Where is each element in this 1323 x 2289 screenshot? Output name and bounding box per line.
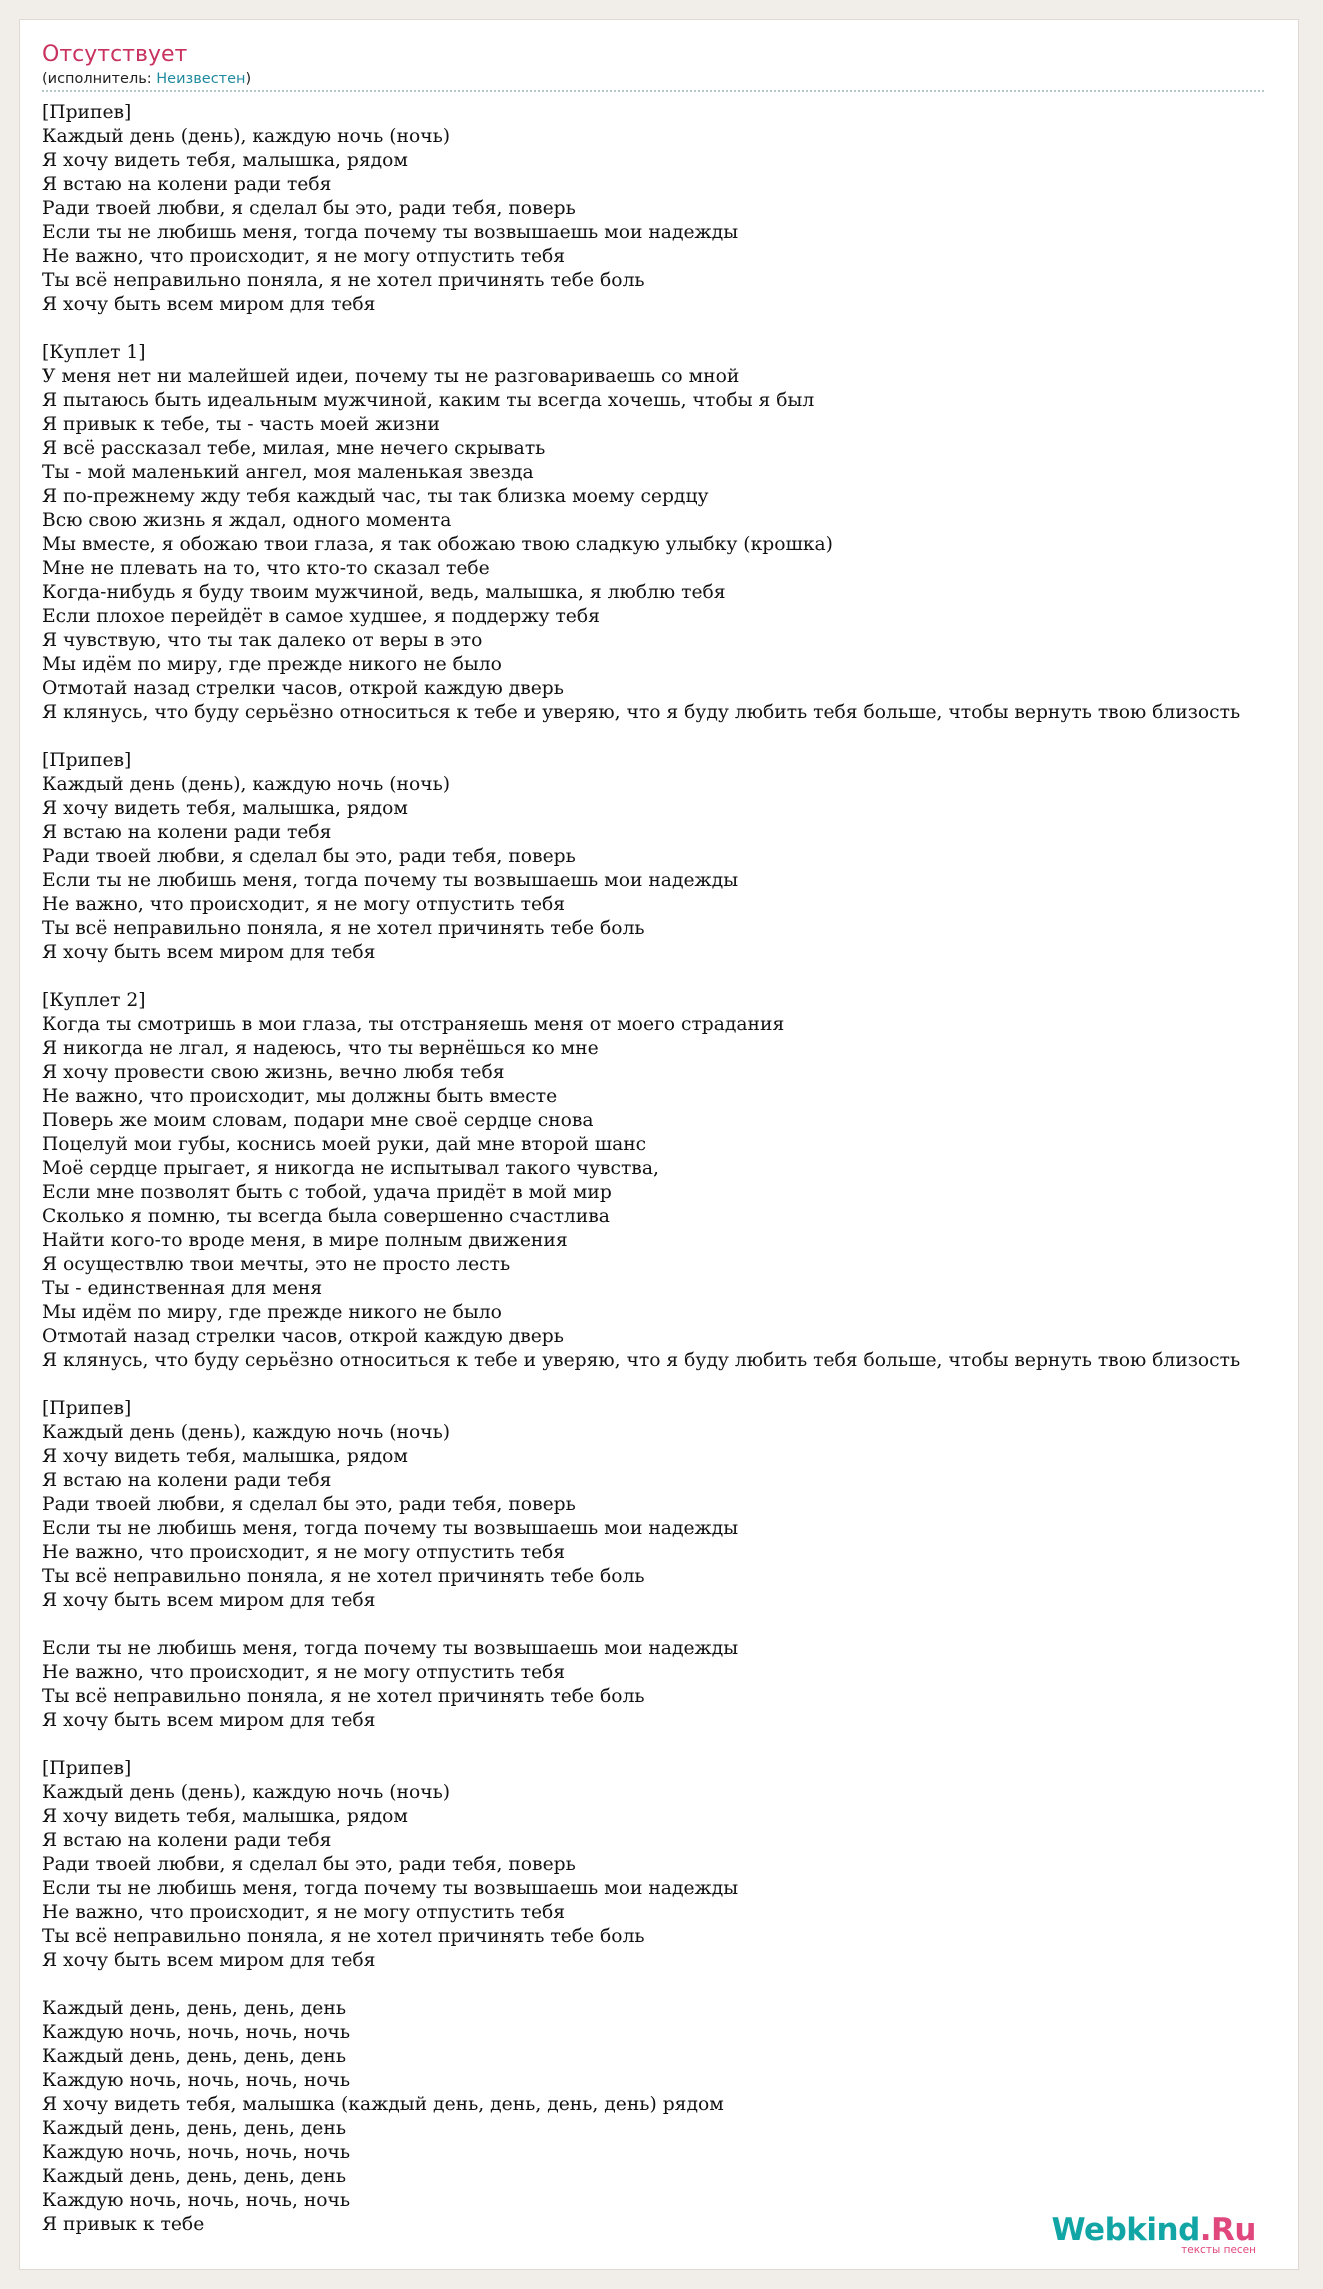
lyric-line: Каждый день (день), каждую ночь (ночь) <box>42 1422 451 1443</box>
lyric-line: Я встаю на колени ради тебя <box>42 822 332 843</box>
lyric-line: [Припев] <box>42 1398 132 1419</box>
lyric-line: Если ты не любишь меня, тогда почему ты возвышаешь мои надежды <box>42 1878 739 1899</box>
lyric-line: Ради твоей любви, я сделал бы это, ради тебя, поверь <box>42 846 576 867</box>
lyric-line: Я хочу быть всем миром для тебя <box>42 942 376 963</box>
lyric-line: Мы вместе, я обожаю твои глаза, я так обожаю твою сладкую улыбку (крошка) <box>42 534 833 555</box>
lyrics-page <box>19 19 1299 2270</box>
lyric-line: Мы идём по миру, где прежде никого не было <box>42 654 502 675</box>
lyric-line: Я хочу быть всем миром для тебя <box>42 1950 376 1971</box>
lyrics-text <box>42 101 1299 2237</box>
lyric-line: Каждую ночь, ночь, ночь, ночь <box>42 2022 351 2043</box>
stanza-break <box>42 317 1299 341</box>
lyric-line: Мне не плевать на то, что кто-то сказал тебе <box>42 558 490 579</box>
lyric-line: Ты всё неправильно поняла, я не хотел причинять тебе боль <box>42 270 645 291</box>
lyric-line: Я клянусь, что буду серьёзно относиться к тебе и уверяю, что я буду любить тебя больше, чтобы вернуть твою близость <box>42 702 1241 723</box>
lyric-line: Найти кого-то вроде меня, в мире полным движения <box>42 1230 568 1251</box>
lyric-line: Я клянусь, что буду серьёзно относиться к тебе и уверяю, что я буду любить тебя больше, чтобы вернуть твою близость <box>42 1350 1241 1371</box>
lyric-line: Я хочу видеть тебя, малышка (каждый день, день, день, день) рядом <box>42 2094 724 2115</box>
lyric-line: Не важно, что происходит, я не могу отпустить тебя <box>42 1902 566 1923</box>
lyric-line: Не важно, что происходит, я не могу отпустить тебя <box>42 1662 566 1683</box>
lyric-line: Не важно, что происходит, мы должны быть вместе <box>42 1086 558 1107</box>
lyric-line: Ты всё неправильно поняла, я не хотел причинять тебе боль <box>42 1926 645 1947</box>
stanza-break <box>42 1973 1299 1997</box>
lyric-line: Если ты не любишь меня, тогда почему ты возвышаешь мои надежды <box>42 1518 739 1539</box>
lyric-line: [Припев] <box>42 750 132 771</box>
stanza-break <box>42 965 1299 989</box>
lyric-line: Я встаю на колени ради тебя <box>42 174 332 195</box>
lyric-line: Поверь же моим словам, подари мне своё сердце снова <box>42 1110 594 1131</box>
lyric-line: Поцелуй мои губы, коснись моей руки, дай мне второй шанс <box>42 1134 647 1155</box>
lyric-line: Ты - единственная для меня <box>42 1278 323 1299</box>
lyric-line: Сколько я помню, ты всегда была совершенно счастлива <box>42 1206 610 1227</box>
lyric-line: Каждую ночь, ночь, ночь, ночь <box>42 2190 351 2211</box>
lyric-line: Я хочу видеть тебя, малышка, рядом <box>42 1446 408 1467</box>
logo-name: Webkind <box>1051 2212 1200 2248</box>
lyric-line: Не важно, что происходит, я не могу отпустить тебя <box>42 246 566 267</box>
lyric-line: Я привык к тебе <box>42 2214 205 2235</box>
site-logo[interactable] <box>1051 2212 1256 2256</box>
lyric-line: Каждый день (день), каждую ночь (ночь) <box>42 774 451 795</box>
lyric-line: Ради твоей любви, я сделал бы это, ради тебя, поверь <box>42 198 576 219</box>
lyric-line: [Припев] <box>42 102 132 123</box>
lyric-line: Я встаю на колени ради тебя <box>42 1830 332 1851</box>
lyric-line: Каждую ночь, ночь, ночь, ночь <box>42 2070 351 2091</box>
lyric-line: Я хочу видеть тебя, малышка, рядом <box>42 150 408 171</box>
stanza-break <box>42 725 1299 749</box>
lyric-line: Я никогда не лгал, я надеюсь, что ты вернёшься ко мне <box>42 1038 599 1059</box>
performer-link[interactable]: Неизвестен <box>156 71 246 87</box>
title-divider <box>42 90 1264 92</box>
lyric-line: Я хочу быть всем миром для тебя <box>42 1710 376 1731</box>
lyric-line: Ты - мой маленький ангел, моя маленькая звезда <box>42 462 534 483</box>
lyric-line: Если ты не любишь меня, тогда почему ты возвышаешь мои надежды <box>42 222 739 243</box>
stanza-break <box>42 1373 1299 1397</box>
lyric-line: Я всё рассказал тебе, милая, мне нечего скрывать <box>42 438 546 459</box>
lyric-line: Каждый день, день, день, день <box>42 2166 346 2187</box>
logo-tld: .Ru <box>1199 2212 1256 2248</box>
lyric-line: Если ты не любишь меня, тогда почему ты возвышаешь мои надежды <box>42 1638 739 1659</box>
lyric-line: Ради твоей любви, я сделал бы это, ради тебя, поверь <box>42 1854 576 1875</box>
lyric-line: Я осуществлю твои мечты, это не просто лесть <box>42 1254 511 1275</box>
lyric-line: Моё сердце прыгает, я никогда не испытывал такого чувства, <box>42 1158 659 1179</box>
lyric-line: Ты всё неправильно поняла, я не хотел причинять тебе боль <box>42 918 645 939</box>
lyric-line: Ты всё неправильно поняла, я не хотел причинять тебе боль <box>42 1686 645 1707</box>
lyric-line: Отмотай назад стрелки часов, открой каждую дверь <box>42 1326 564 1347</box>
lyric-line: Каждый день, день, день, день <box>42 1998 346 2019</box>
lyric-line: [Припев] <box>42 1758 132 1779</box>
logo-tagline: тексты песен <box>1181 2244 1256 2256</box>
lyric-line: Я по-прежнему жду тебя каждый час, ты так близка моему сердцу <box>42 486 709 507</box>
lyric-line: Я хочу быть всем миром для тебя <box>42 1590 376 1611</box>
lyric-line: Каждый день, день, день, день <box>42 2046 346 2067</box>
lyric-line: [Куплет 2] <box>42 990 146 1011</box>
stanza-break <box>42 1733 1299 1757</box>
lyric-line: Я чувствую, что ты так далеко от веры в это <box>42 630 483 651</box>
lyric-line: Всю свою жизнь я ждал, одного момента <box>42 510 452 531</box>
lyric-line: Не важно, что происходит, я не могу отпустить тебя <box>42 894 566 915</box>
lyric-line: Я хочу провести свою жизнь, вечно любя тебя <box>42 1062 505 1083</box>
lyric-line: Я встаю на колени ради тебя <box>42 1470 332 1491</box>
lyric-line: У меня нет ни малейшей идеи, почему ты не разговариваешь со мной <box>42 366 740 387</box>
lyric-line: Я пытаюсь быть идеальным мужчиной, каким ты всегда хочешь, чтобы я был <box>42 390 815 411</box>
lyric-line: Ради твоей любви, я сделал бы это, ради тебя, поверь <box>42 1494 576 1515</box>
song-title: Отсутствует <box>42 42 188 67</box>
lyric-line: Я хочу быть всем миром для тебя <box>42 294 376 315</box>
lyric-line: Каждый день, день, день, день <box>42 2118 346 2139</box>
lyric-line: Я хочу видеть тебя, малышка, рядом <box>42 798 408 819</box>
lyric-line: Когда-нибудь я буду твоим мужчиной, ведь, малышка, я люблю тебя <box>42 582 726 603</box>
lyric-line: Мы идём по миру, где прежде никого не было <box>42 1302 502 1323</box>
lyric-line: [Куплет 1] <box>42 342 146 363</box>
performer-prefix: (исполнитель: <box>42 71 157 87</box>
lyric-line: Если плохое перейдёт в самое худшее, я поддержу тебя <box>42 606 600 627</box>
lyric-line: Отмотай назад стрелки часов, открой каждую дверь <box>42 678 564 699</box>
lyric-line: Каждую ночь, ночь, ночь, ночь <box>42 2142 351 2163</box>
lyric-line: Каждый день (день), каждую ночь (ночь) <box>42 1782 451 1803</box>
performer-line <box>42 70 251 88</box>
lyric-line: Если ты не любишь меня, тогда почему ты возвышаешь мои надежды <box>42 870 739 891</box>
performer-suffix: ) <box>245 71 252 87</box>
lyric-line: Ты всё неправильно поняла, я не хотел причинять тебе боль <box>42 1566 645 1587</box>
lyric-line: Не важно, что происходит, я не могу отпустить тебя <box>42 1542 566 1563</box>
lyric-line: Если мне позволят быть с тобой, удача придёт в мой мир <box>42 1182 612 1203</box>
stanza-break <box>42 1613 1299 1637</box>
lyric-line: Я привык к тебе, ты - часть моей жизни <box>42 414 440 435</box>
lyric-line: Каждый день (день), каждую ночь (ночь) <box>42 126 451 147</box>
logo-wordmark <box>1051 2213 1256 2247</box>
lyric-line: Когда ты смотришь в мои глаза, ты отстраняешь меня от моего страдания <box>42 1014 785 1035</box>
lyric-line: Я хочу видеть тебя, малышка, рядом <box>42 1806 408 1827</box>
